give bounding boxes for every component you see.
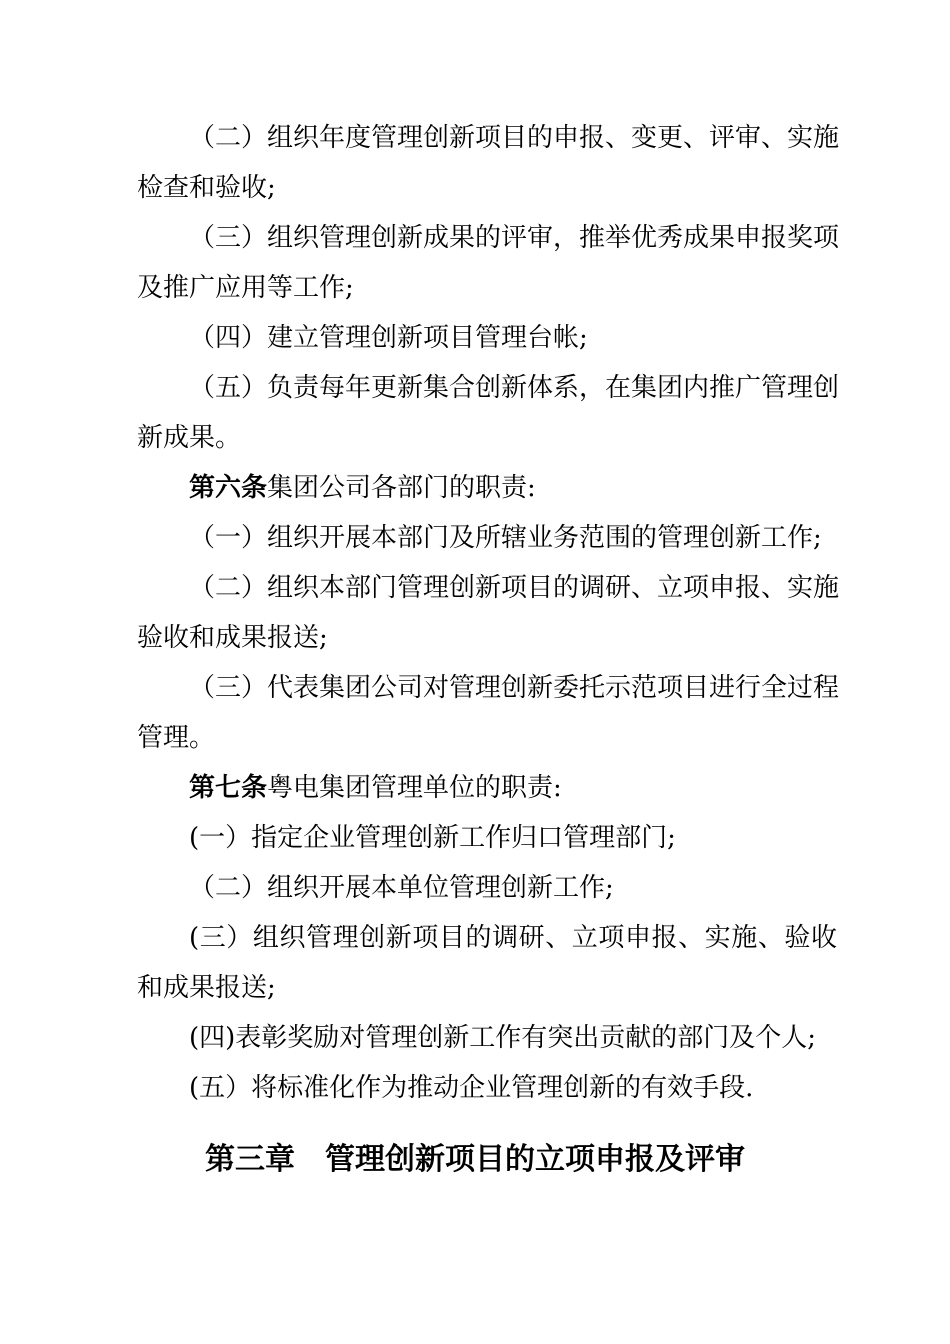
para-2-5-line2: 新成果。 (137, 423, 242, 453)
para-2-2-line2: 检查和验收; (137, 173, 276, 203)
para-7-2: （二）组织开展本单位管理创新工作; (189, 873, 614, 903)
para-2-2-line1: （二）组织年度管理创新项目的申报、变更、评审、实施 (189, 123, 840, 153)
para-6-3-line2: 管理。 (137, 723, 216, 753)
para-7-3-line2: 和成果报送; (137, 973, 276, 1003)
article-6-label: 第六条 (189, 473, 268, 503)
article-7-heading (189, 771, 837, 805)
para-7-4: (四)表彰奖励对管理创新工作有突出贡献的部门及个人; (189, 1023, 817, 1053)
chapter-3-heading: 第三章 管理创新项目的立项申报及评审 (205, 1142, 745, 1177)
para-6-1: （一）组织开展本部门及所辖业务范围的管理创新工作; (189, 523, 822, 553)
article-6-heading (189, 471, 837, 505)
para-2-4: （四）建立管理创新项目管理台帐; (189, 323, 588, 353)
para-6-2-line2: 验收和成果报送; (137, 623, 328, 653)
para-2-3-line1: （三）组织管理创新成果的评审，推举优秀成果申报奖项 (189, 223, 840, 253)
para-2-5-line1: （五）负责每年更新集合创新体系，在集团内推广管理创 (189, 373, 840, 403)
para-7-3-line1: (三）组织管理创新项目的调研、立项申报、实施、验收 (189, 923, 837, 953)
para-2-3-line2: 及推广应用等工作; (137, 273, 354, 303)
article-6-text: 集团公司各部门的职责: (267, 473, 536, 503)
article-7-text: 粤电集团管理单位的职责: (267, 773, 562, 803)
para-6-2-line1: （二）组织本部门管理创新项目的调研、立项申报、实施 (189, 573, 840, 603)
article-7-label: 第七条 (189, 773, 268, 803)
para-7-5: (五）将标准化作为推动企业管理创新的有效手段. (189, 1073, 754, 1103)
para-7-1: (一）指定企业管理创新工作归口管理部门; (189, 823, 676, 853)
para-6-3-line1: （三）代表集团公司对管理创新委托示范项目进行全过程 (189, 673, 840, 703)
